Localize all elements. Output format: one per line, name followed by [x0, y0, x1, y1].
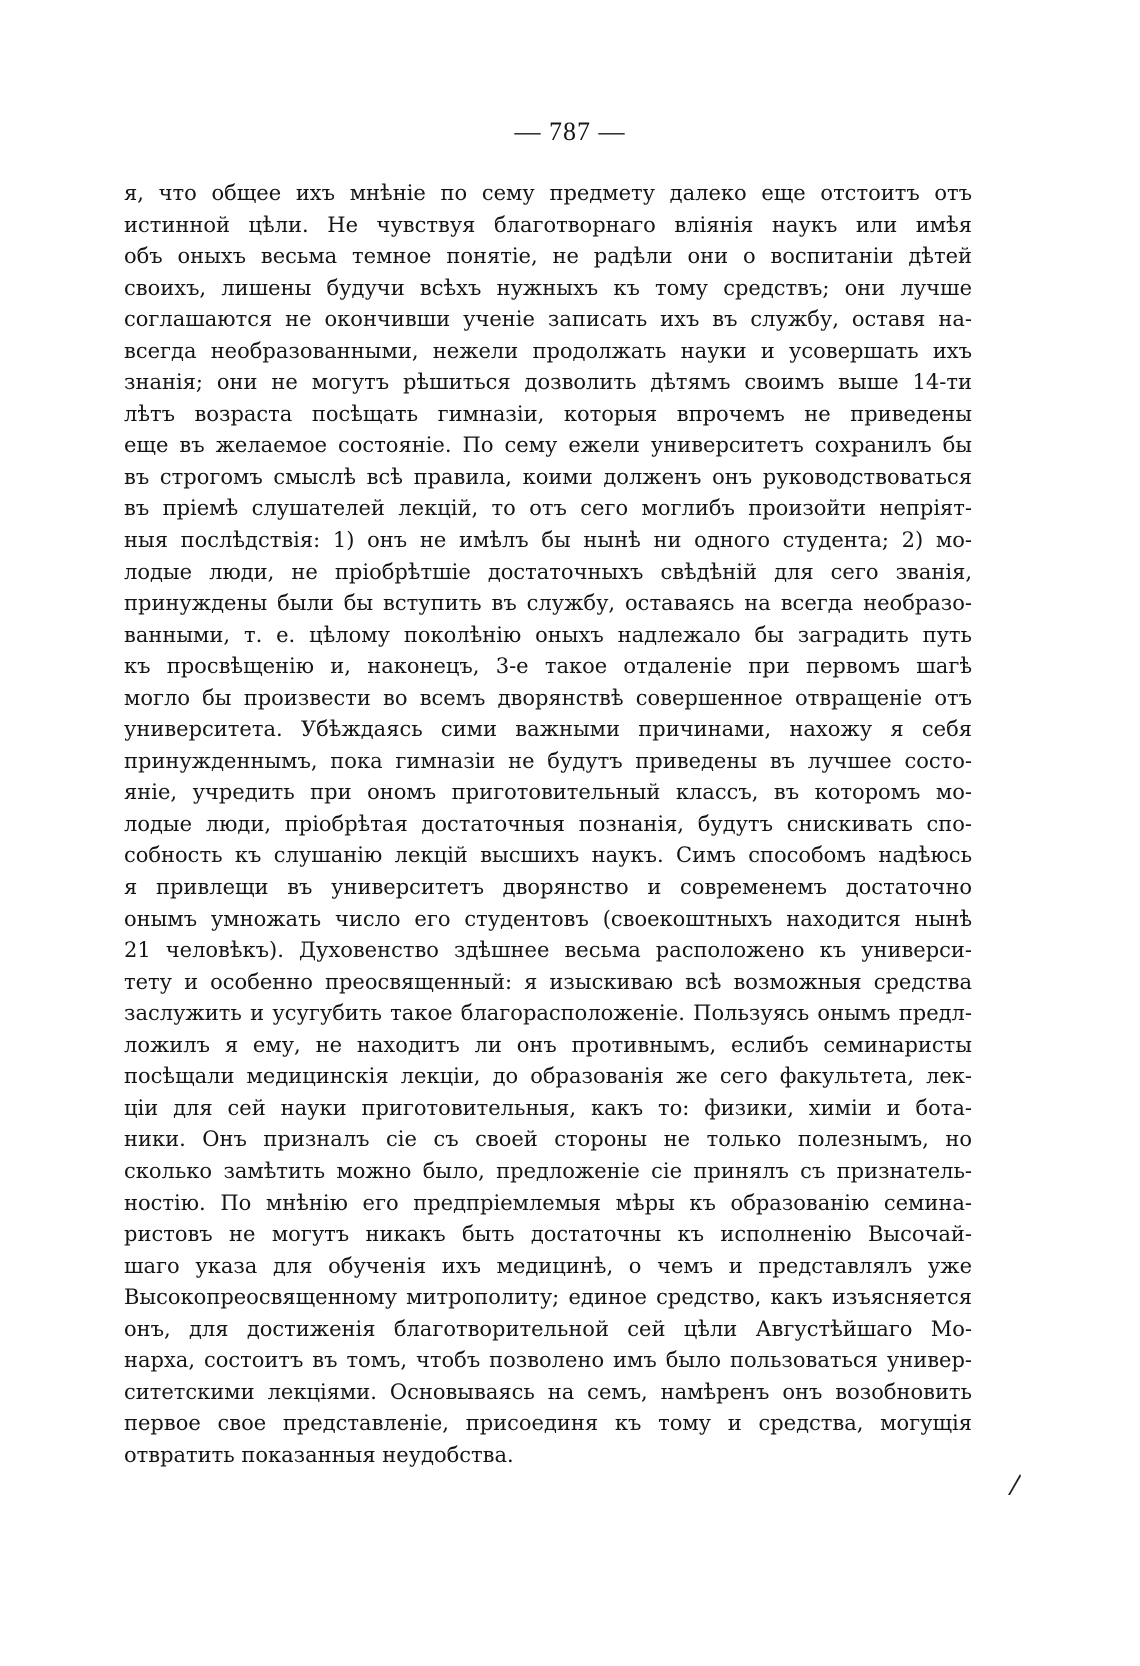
text-line: знанія; они не могутъ рѣшиться дозволить дѣтямъ своимъ выше 14-ти [124, 370, 972, 395]
text-line: заслужить и усугубить такое благорасположеніе. Пользуясь онымъ предл- [124, 1001, 972, 1026]
text-line: я привлещи въ университетъ дворянство и современемъ достаточно [124, 875, 972, 900]
body-text [124, 178, 972, 1471]
text-line: принужденнымъ, пока гимназіи не будутъ приведены въ лучшее состо- [124, 748, 972, 773]
text-line: Высокопреосвященному митрополиту; единое средство, какъ изъясняется [124, 1285, 972, 1310]
text-line: университета. Убѣждаясь сими важными причинами, нахожу я себя [124, 717, 972, 742]
text-line: соглашаются не окончивши ученіе записать ихъ въ службу, оставя на- [124, 307, 972, 332]
text-line: я, что общее ихъ мнѣніе по сему предмету далеко еще отстоитъ отъ [124, 181, 972, 205]
text-line: тету и особенно преосвященный: я изыскиваю всѣ возможныя средства [124, 969, 972, 994]
text-line: ностію. По мнѣнію его предпріемлемыя мѣры къ образованію семина- [124, 1190, 972, 1215]
page-number: — 787 — [514, 117, 626, 146]
pen-mark-icon [1005, 1468, 1025, 1498]
text-line: принуждены были бы вступить въ службу, оставаясь на всегда необразо- [124, 591, 972, 616]
text-line: въ пріемѣ слушателей лекцій, то отъ сего моглибъ произойти непріят- [124, 496, 972, 521]
text-line: шаго указа для обученія ихъ медицинѣ, о чемъ и представлялъ уже [124, 1253, 972, 1278]
text-line: къ просвѣщенію и, наконецъ, 3-е такое отдаленіе при первомъ шагѣ [124, 654, 972, 679]
text-line: въ строгомъ смыслѣ всѣ правила, коими долженъ онъ руководствоваться [124, 464, 972, 489]
text-line: яніе, учредить при ономъ приготовительный классъ, въ которомъ мо- [124, 780, 972, 805]
text-line: ситетскими лекціями. Основываясь на семъ, намѣренъ онъ возобновить [124, 1379, 972, 1404]
text-line: лодые люди, пріобрѣтая достаточныя познанія, будутъ снискивать спо- [124, 811, 972, 836]
text-line: отвратить показанныя неудобства. [124, 1442, 514, 1467]
text-line: объ оныхъ весьма темное понятіе, не радѣли они о воспитаніи дѣтей [124, 244, 972, 269]
text-line: ціи для сей науки приготовительныя, какъ то: физики, химіи и бота- [124, 1095, 972, 1120]
text-line: ложилъ я ему, не находитъ ли онъ противнымъ, еслибъ семинаристы [124, 1032, 972, 1057]
text-line: сколько замѣтить можно было, предложеніе сіе принялъ съ признатель- [124, 1158, 972, 1183]
text-line: первое свое представленіе, присоединя къ тому и средства, могущія [124, 1411, 972, 1436]
text-line: лѣтъ возраста посѣщать гимназіи, которыя впрочемъ не приведены [124, 401, 972, 426]
text-line: еще въ желаемое состояніе. По сему ежели университетъ сохранилъ бы [124, 433, 972, 458]
text-line: посѣщали медицинскія лекціи, до образованія же сего факультета, лек- [124, 1064, 972, 1089]
text-line: истинной цѣли. Не чувствуя благотворнаго вліянія наукъ или имѣя [124, 212, 972, 237]
text-line: ванными, т. е. цѣлому поколѣнію оныхъ надлежало бы заградить путь [124, 622, 972, 647]
text-line: своихъ, лишены будучи всѣхъ нужныхъ къ тому средствъ; они лучше [124, 275, 972, 300]
text-line: собность къ слушанію лекцій высшихъ наукъ. Симъ способомъ надѣюсь [124, 843, 972, 868]
text-line: ныя послѣдствія: 1) онъ не имѣлъ бы нынѣ ни одного студента; 2) мо- [124, 528, 972, 553]
text-line: лодые люди, не пріобрѣтшіе достаточныхъ свѣдѣній для сего званія, [124, 559, 972, 584]
text-line: ристовъ не могутъ никакъ быть достаточны къ исполненію Высочай- [124, 1222, 972, 1247]
text-line: ники. Онъ призналъ сіе съ своей стороны не только полезнымъ, но [124, 1127, 972, 1152]
text-line: всегда необразованными, нежели продолжать науки и усовершать ихъ [124, 338, 972, 363]
text-line: нарха, состоитъ въ томъ, чтобъ позволено имъ было пользоваться универ- [124, 1348, 972, 1373]
text-line: онъ, для достиженія благотворительной сей цѣли Августѣйшаго Мо- [124, 1316, 972, 1341]
text-line: могло бы произвести во всемъ дворянствѣ совершенное отвращеніе отъ [124, 685, 972, 710]
text-line: онымъ умножать число его студентовъ (своекоштныхъ находится нынѣ [124, 906, 972, 931]
text-line: 21 человѣкъ). Духовенство здѣшнее весьма расположено къ универси- [124, 938, 972, 963]
